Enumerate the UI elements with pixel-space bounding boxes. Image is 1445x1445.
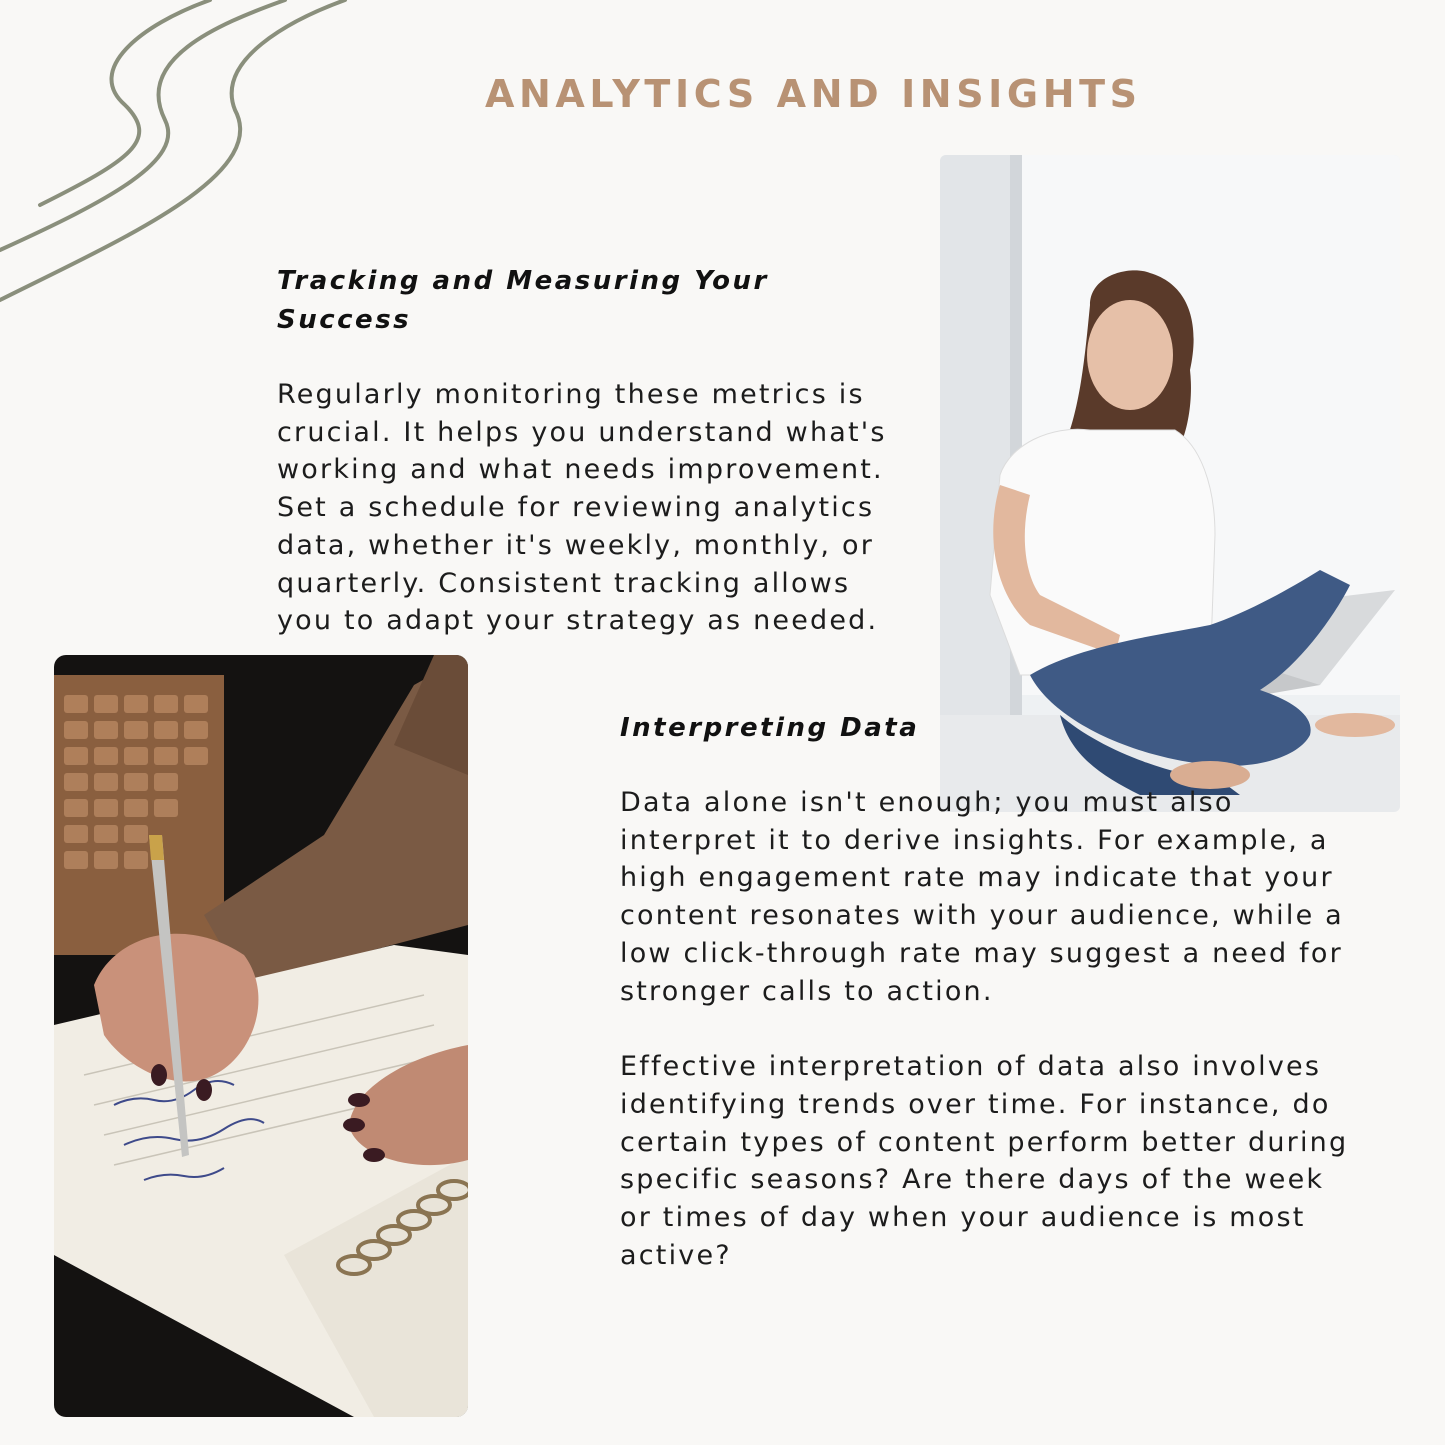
section-heading: Tracking and Measuring Your Success bbox=[277, 266, 769, 335]
section-paragraph: Effective interpretation of data also involves identifying trends over time. For instance, do certain types of content perform better during specific seasons? Are there days of the week or times of day when your audience is most active? bbox=[620, 1051, 1349, 1271]
section-tracking bbox=[277, 262, 887, 640]
section-interpreting bbox=[620, 709, 1360, 1274]
page-title: ANALYTICS AND INSIGHTS bbox=[485, 72, 1142, 116]
section-paragraph: Data alone isn't enough; you must also interpret it to derive insights. For example, a high engagement rate may indicate that your content resonates with your audience, while a low click-through rate may suggest a need for stronger calls to action. bbox=[620, 787, 1344, 1007]
section-paragraph: Regularly monitoring these metrics is crucial. It helps you understand what's working and what needs improvement. Set a schedule for reviewing analytics data, whether it's weekly, monthly, or quarterly. Consistent tracking allows you to adapt your strategy as needed. bbox=[277, 379, 887, 637]
section-heading: Interpreting Data bbox=[620, 713, 920, 743]
hand-writing-notebook-photo bbox=[54, 655, 468, 1417]
